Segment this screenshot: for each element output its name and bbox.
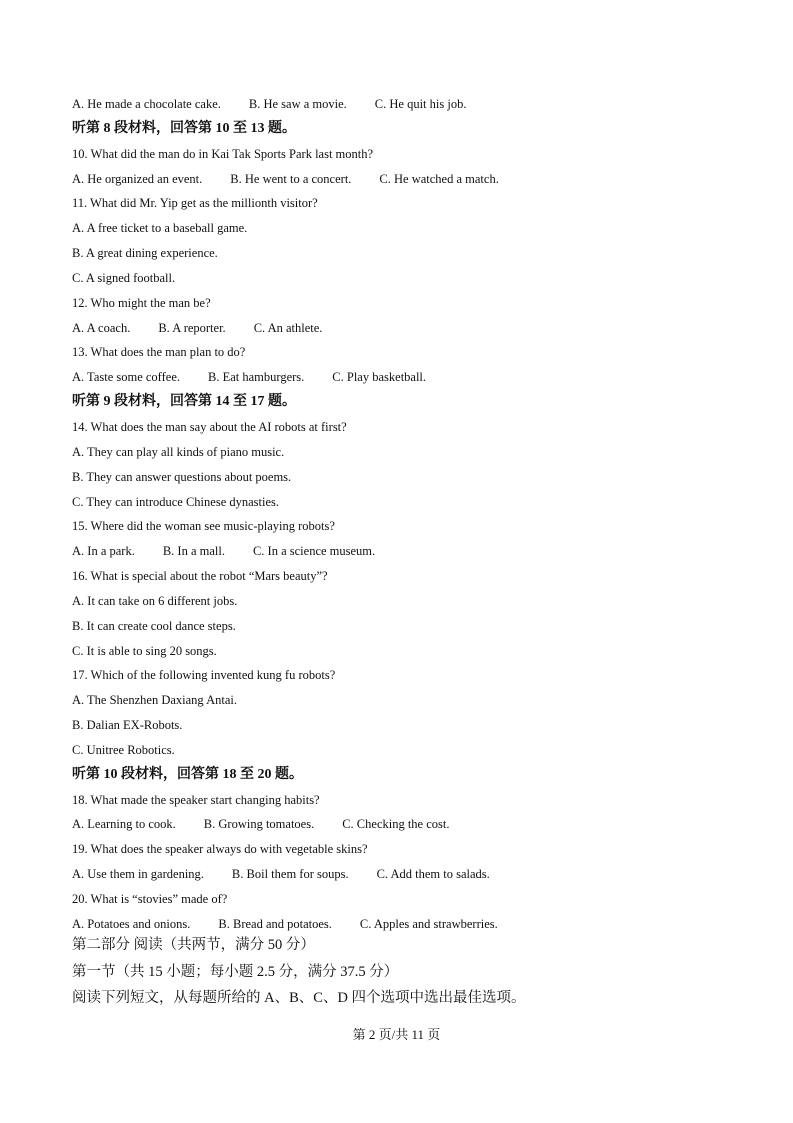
options-row (72, 316, 732, 341)
section-heading: 听第 10 段材料，回答第 18 至 20 题。 (72, 766, 303, 782)
option-text: A. Taste some coffee. (72, 370, 181, 385)
options-row (72, 167, 732, 192)
option-text: C. A signed football. (72, 270, 176, 285)
option-text: A. A coach. (72, 320, 131, 335)
option-text: A. He organized an event. (72, 171, 203, 186)
question-list (72, 92, 732, 937)
option-text: A. They can play all kinds of piano music. (72, 444, 285, 459)
question-text: 16. What is special about the robot “Mars beauty”? (72, 569, 328, 584)
option-text: A. In a park. (72, 544, 135, 559)
options-row (72, 539, 732, 564)
reading-instruction: 阅读下列短文，从每题所给的 A、B、C、D 四个选项中选出最佳选项。 (72, 990, 526, 1006)
question-text: 12. Who might the man be? (72, 295, 211, 310)
page-number: 第 2 页/共 11 页 (352, 1027, 441, 1042)
question-text: 14. What does the man say about the AI robots at first? (72, 419, 347, 434)
question-text: 11. What did Mr. Yip get as the millionth visitor? (72, 196, 318, 211)
options-row (72, 812, 732, 837)
option-text: B. It can create cool dance steps. (72, 618, 236, 633)
option-text: C. He watched a match. (379, 171, 499, 186)
option-text: B. A reporter. (158, 320, 226, 335)
option-text: A. The Shenzhen Daxiang Antai. (72, 693, 238, 708)
options-row (72, 862, 732, 887)
section-heading: 听第 9 段材料，回答第 14 至 17 题。 (72, 394, 296, 410)
option-text: B. A great dining experience. (72, 246, 218, 261)
option-text: B. Dalian EX-Robots. (72, 718, 183, 733)
option-text: B. Eat hamburgers. (208, 370, 305, 385)
question-text: 18. What made the speaker start changing habits? (72, 792, 320, 807)
option-text: B. He saw a movie. (248, 97, 347, 111)
option-text: B. Growing tomatoes. (203, 817, 315, 832)
question-text: 13. What does the man plan to do? (72, 345, 246, 360)
section-one-title: 第一节（共 15 小题；每小题 2.5 分，满分 37.5 分） (72, 964, 399, 980)
question-text: 20. What is “stovies” made of? (72, 892, 228, 906)
section-heading: 听第 8 段材料，回答第 10 至 13 题。 (72, 120, 296, 136)
option-text: C. An athlete. (253, 320, 323, 335)
part-two-title: 第二部分 阅读（共两节，满分 50 分） (72, 937, 315, 953)
option-text: C. It is able to sing 20 songs. (72, 643, 217, 658)
option-text: C. In a science museum. (252, 544, 376, 559)
option-text: A. Use them in gardening. (72, 867, 204, 882)
option-text: C. They can introduce Chinese dynasties. (72, 494, 280, 509)
question-text: 10. What did the man do in Kai Tak Sports Park last month? (72, 146, 374, 161)
option-text: A. A free ticket to a baseball game. (72, 221, 248, 236)
option-text: A. Potatoes and onions. (72, 916, 191, 931)
option-text: C. Play basketball. (332, 370, 427, 385)
option-text: B. Bread and potatoes. (218, 916, 332, 931)
option-text: B. They can answer questions about poems. (72, 469, 292, 484)
question-text: 15. Where did the woman see music-playing robots? (72, 519, 335, 534)
option-text: B. He went to a concert. (230, 171, 352, 186)
question-text: 19. What does the speaker always do with vegetable skins? (72, 842, 368, 857)
question-text: 17. Which of the following invented kung fu robots? (72, 668, 336, 683)
option-text: C. Checking the cost. (342, 817, 450, 832)
option-text: B. Boil them for soups. (231, 867, 349, 882)
option-text: A. Learning to cook. (72, 817, 176, 832)
options-row (72, 92, 732, 117)
option-text: A. He made a chocolate cake. (72, 97, 221, 111)
option-text: A. It can take on 6 different jobs. (72, 593, 238, 608)
option-text: C. Add them to salads. (376, 867, 490, 882)
option-text: C. Unitree Robotics. (72, 742, 175, 757)
options-row (72, 365, 732, 390)
option-text: C. Apples and strawberries. (359, 916, 498, 931)
option-text: B. In a mall. (162, 544, 225, 559)
option-text: C. He quit his job. (374, 97, 467, 111)
